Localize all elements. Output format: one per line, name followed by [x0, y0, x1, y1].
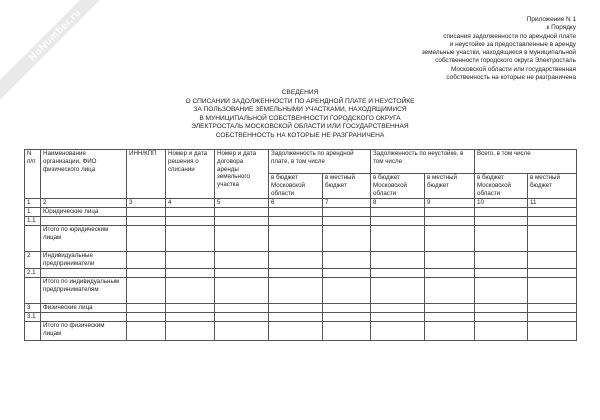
header-name: Наименование организации, ФИО физического лица: [41, 150, 127, 199]
watermark-text: NoNumber.ru: [26, 6, 84, 64]
header-total-regional: в бюджет Московской области: [475, 174, 528, 199]
cell[interactable]: [371, 225, 425, 251]
cell[interactable]: [371, 321, 425, 340]
cell[interactable]: [475, 277, 528, 303]
cell[interactable]: [269, 312, 323, 321]
cell[interactable]: [528, 321, 577, 340]
table-row: [25, 303, 577, 312]
header-contract: Номер и дата договора аренды земельного участка: [215, 150, 269, 199]
cell[interactable]: [215, 225, 269, 251]
cell[interactable]: [127, 251, 166, 268]
cell[interactable]: [323, 312, 371, 321]
cell[interactable]: [166, 216, 215, 225]
cell[interactable]: [215, 321, 269, 340]
cell[interactable]: [425, 225, 475, 251]
cell[interactable]: [269, 321, 323, 340]
header-rent-debt: Задолженность по арендной плате, в том числе: [269, 150, 371, 174]
column-number: 4: [166, 199, 215, 208]
table-row-subtotal: [25, 277, 577, 303]
title-line: СОБСТВЕННОСТЬ НА КОТОРЫЕ НЕ РАЗГРАНИЧЕНА: [215, 131, 385, 139]
cell[interactable]: [127, 321, 166, 340]
cell[interactable]: [425, 251, 475, 268]
cell[interactable]: [323, 321, 371, 340]
cell[interactable]: [323, 216, 371, 225]
cell[interactable]: [269, 225, 323, 251]
cell[interactable]: [371, 312, 425, 321]
cell[interactable]: [528, 303, 577, 312]
cell[interactable]: [323, 268, 371, 277]
column-number: 10: [475, 199, 528, 208]
row-name: Индивидуальные предприниматели: [41, 251, 127, 268]
header-inn: ИНН/КПП: [127, 150, 166, 199]
cell[interactable]: [371, 207, 425, 216]
cell[interactable]: [528, 225, 577, 251]
cell[interactable]: [215, 251, 269, 268]
cell[interactable]: [127, 225, 166, 251]
cell[interactable]: [475, 303, 528, 312]
row-name: Итого по физическим лицам: [41, 321, 127, 340]
row-num: [25, 321, 41, 340]
table-row: [25, 251, 577, 268]
cell[interactable]: [528, 268, 577, 277]
cell[interactable]: [323, 303, 371, 312]
cell[interactable]: [425, 216, 475, 225]
title-line: О СПИСАНИИ ЗАДОЛЖЕННОСТИ ПО АРЕНДНОЙ ПЛАТЕ И НЕУСТОЙКЕ: [185, 97, 415, 105]
cell[interactable]: [166, 303, 215, 312]
appendix-note: [316, 16, 576, 82]
row-num: 3: [25, 303, 41, 312]
header-total-local: в местный бюджет: [528, 174, 577, 199]
header-penalty-debt: Задолженность по неустойке, в том числе: [371, 150, 475, 174]
column-number: 6: [269, 199, 323, 208]
appendix-line: собственность на которые не разграничена: [446, 74, 576, 82]
column-number: 3: [127, 199, 166, 208]
column-number: 1: [25, 199, 41, 208]
column-number: 8: [371, 199, 425, 208]
cell[interactable]: [371, 251, 425, 268]
title-line: ЗА ПОЛЬЗОВАНИЕ ЗЕМЕЛЬНЫМИ УЧАСТКАМИ, НАХОДЯЩИМИСЯ: [193, 106, 407, 114]
table-row-subtotal: [25, 225, 577, 251]
row-name[interactable]: [41, 216, 127, 225]
cell[interactable]: [425, 268, 475, 277]
cell[interactable]: [166, 251, 215, 268]
header-penalty-regional: в бюджет Московской области: [371, 174, 425, 199]
column-number: 2: [41, 199, 127, 208]
cell[interactable]: [215, 216, 269, 225]
cell[interactable]: [127, 303, 166, 312]
header-penalty-local: в местный бюджет: [425, 174, 475, 199]
cell[interactable]: [528, 277, 577, 303]
cell[interactable]: [528, 216, 577, 225]
watermark: [0, 0, 127, 107]
table-row-subtotal: [25, 321, 577, 340]
appendix-line: и неустойке за предоставленные в аренду: [449, 40, 576, 48]
row-name: Физические лица: [41, 303, 127, 312]
row-num: 1.1: [25, 216, 41, 225]
header-num: N п/п: [25, 150, 41, 199]
write-off-table: [24, 149, 577, 341]
row-name[interactable]: [41, 268, 127, 277]
cell[interactable]: [323, 251, 371, 268]
document-title: [140, 89, 460, 141]
cell[interactable]: [528, 251, 577, 268]
cell[interactable]: [528, 312, 577, 321]
title-line: ЭЛЕКТРОСТАЛЬ МОСКОВСКОЙ ОБЛАСТИ ИЛИ ГОСУДАРСТВЕННАЯ: [191, 123, 409, 131]
row-name: Итого по юридическим лицам: [41, 225, 127, 251]
row-name: Итого по индивидуальным предпринимателям: [41, 277, 127, 303]
cell[interactable]: [166, 277, 215, 303]
cell[interactable]: [475, 225, 528, 251]
cell[interactable]: [475, 251, 528, 268]
column-number: 5: [215, 199, 269, 208]
cell[interactable]: [127, 268, 166, 277]
cell[interactable]: [166, 268, 215, 277]
table-row: [25, 268, 577, 277]
cell[interactable]: [425, 207, 475, 216]
cell[interactable]: [371, 303, 425, 312]
row-num: 2.1: [25, 268, 41, 277]
cell[interactable]: [475, 207, 528, 216]
cell[interactable]: [215, 312, 269, 321]
header-rent-regional: в бюджет Московской области: [269, 174, 323, 199]
table-row: [25, 216, 577, 225]
appendix-line: земельные участки, находящиеся в муниципальной: [421, 49, 576, 57]
title-line: В МУНИЦИПАЛЬНОЙ СОБСТВЕННОСТИ ГОРОДСКОГО ОКРУГА: [199, 114, 401, 122]
cell[interactable]: [323, 277, 371, 303]
cell[interactable]: [371, 277, 425, 303]
cell[interactable]: [323, 207, 371, 216]
row-name: Юридические лица: [41, 207, 127, 216]
header-decision: Номер и дата решения о списании: [166, 150, 215, 199]
appendix-line: собственности городского округа Электросталь: [435, 57, 576, 65]
cell[interactable]: [425, 303, 475, 312]
cell[interactable]: [269, 251, 323, 268]
cell[interactable]: [127, 207, 166, 216]
row-num: [25, 225, 41, 251]
appendix-line: Московской области или государственная: [450, 65, 576, 73]
cell[interactable]: [323, 225, 371, 251]
row-num: [25, 277, 41, 303]
header-total: Всего, в том числе: [475, 150, 577, 174]
header-row: [25, 150, 577, 174]
row-num: 3.1: [25, 312, 41, 321]
cell[interactable]: [166, 312, 215, 321]
cell[interactable]: [166, 225, 215, 251]
cell[interactable]: [371, 216, 425, 225]
cell[interactable]: [528, 207, 577, 216]
cell[interactable]: [269, 216, 323, 225]
cell[interactable]: [371, 268, 425, 277]
cell[interactable]: [215, 207, 269, 216]
cell[interactable]: [475, 216, 528, 225]
column-number: 7: [323, 199, 371, 208]
header-rent-local: в местный бюджет: [323, 174, 371, 199]
row-num: 1: [25, 207, 41, 216]
row-name[interactable]: [41, 312, 127, 321]
cell[interactable]: [269, 207, 323, 216]
table-row: [25, 312, 577, 321]
cell[interactable]: [425, 312, 475, 321]
cell[interactable]: [475, 312, 528, 321]
cell[interactable]: [166, 207, 215, 216]
appendix-line: Приложение N 1: [526, 16, 576, 23]
row-num: 2: [25, 251, 41, 268]
appendix-line: к Порядку: [546, 24, 576, 32]
cell[interactable]: [269, 303, 323, 312]
cell[interactable]: [215, 303, 269, 312]
cell[interactable]: [475, 268, 528, 277]
cell[interactable]: [425, 277, 475, 303]
cell[interactable]: [425, 321, 475, 340]
cell[interactable]: [127, 216, 166, 225]
cell[interactable]: [269, 277, 323, 303]
column-number-row: [25, 199, 577, 208]
cell[interactable]: [215, 277, 269, 303]
table-row: [25, 207, 577, 216]
cell[interactable]: [215, 268, 269, 277]
cell[interactable]: [475, 321, 528, 340]
title-line: СВЕДЕНИЯ: [281, 89, 319, 96]
appendix-line: списания задолженности по арендной плате: [443, 32, 576, 40]
cell[interactable]: [166, 321, 215, 340]
cell[interactable]: [269, 268, 323, 277]
cell[interactable]: [127, 277, 166, 303]
cell[interactable]: [127, 312, 166, 321]
column-number: 9: [425, 199, 475, 208]
column-number: 11: [528, 199, 577, 208]
